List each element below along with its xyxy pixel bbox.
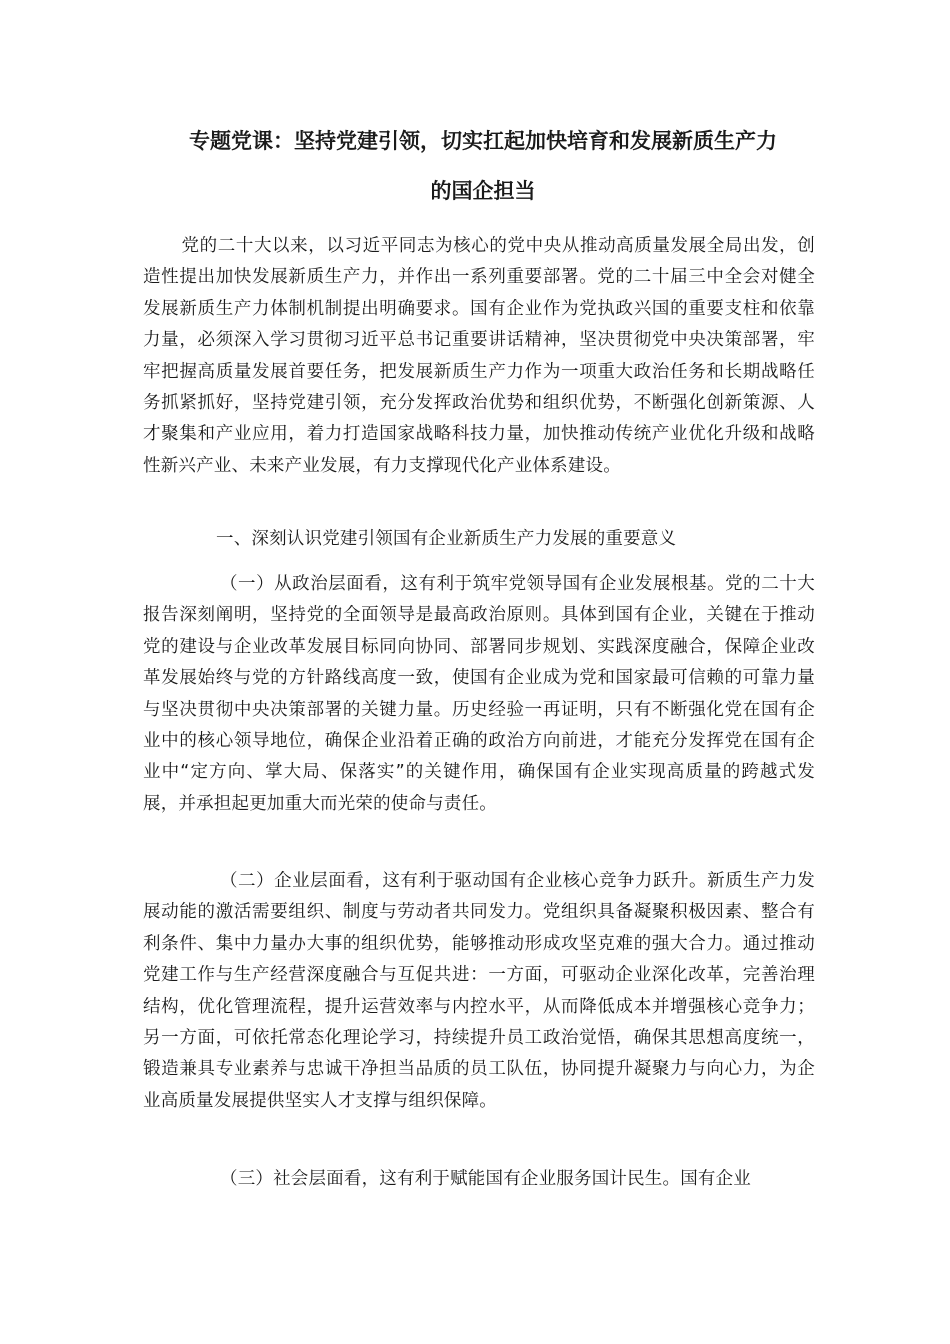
section-heading: 一、深刻认识党建引领国有企业新质生产力发展的重要意义 [216, 529, 677, 549]
paragraph-political: （一）从政治层面看，这有利于筑牢党领导国有企业发展根基。党的二十大报告深刻阐明，坚持党的全面领导是最高政治原则。具体到国有企业，关键在于推动党的建设与企业改革发展目标同向协同、部署同步规划、实践深度融合，保障企业改革发展始终与党的方针路线高度一致，使国有企业成为党和国家最可信赖的可靠力量与坚决贯彻中央决策部署的关键力量。历史经验一再证明，只有不断强化党在国有企业中的核心领导地位，确保企业沿着正确的政治方向前进，才能充分发挥党在国有企业中“定方向、掌大局、保落实”的关键作用，确保国有企业实现高质量的跨越式发展，并承担起更加重大而光荣的使命与责任。 [143, 574, 815, 814]
paragraph-enterprise: （二）企业层面看，这有利于驱动国有企业核心竞争力跃升。新质生产力发展动能的激活需要组织、制度与劳动者共同发力。党组织具备凝聚积极因素、整合有利条件、集中力量办大事的组织优势，能够推动形成攻坚克难的强大合力。通过推动党建工作与生产经营深度融合与互促共进：一方面，可驱动企业深化改革，完善治理结构，优化管理流程，提升运营效率与内控水平，从而降低成本并增强核心竞争力；另一方面，可依托常态化理论学习，持续提升员工政治觉悟，确保其思想高度统一，锻造兼具专业素养与忠诚干净担当品质的员工队伍，协同提升凝聚力与向心力，为企业高质量发展提供坚实人才支撑与组织保障。 [143, 871, 815, 1111]
paragraph-social: （三）社会层面看，这有利于赋能国有企业服务国计民生。国有企业 [220, 1169, 751, 1189]
document-title-line2: 的国企担当 [430, 179, 536, 203]
document-title-line1: 专题党课：坚持党建引领，切实扛起加快培育和发展新质生产力 [189, 129, 777, 153]
intro-paragraph: 党的二十大以来，以习近平同志为核心的党中央从推动高质量发展全局出发，创造性提出加快发展新质生产力，并作出一系列重要部署。党的二十届三中全会对健全发展新质生产力体制机制提出明确要求。国有企业作为党执政兴国的重要支柱和依靠力量，必须深入学习贯彻习近平总书记重要讲话精神，坚决贯彻党中央决策部署，牢牢把握高质量发展首要任务，把发展新质生产力作为一项重大政治任务和长期战略任务抓紧抓好，坚持党建引领，充分发挥政治优势和组织优势，不断强化创新策源、人才聚集和产业应用，着力打造国家战略科技力量，加快推动传统产业优化升级和战略性新兴产业、未来产业发展，有力支撑现代化产业体系建设。 [143, 236, 815, 476]
